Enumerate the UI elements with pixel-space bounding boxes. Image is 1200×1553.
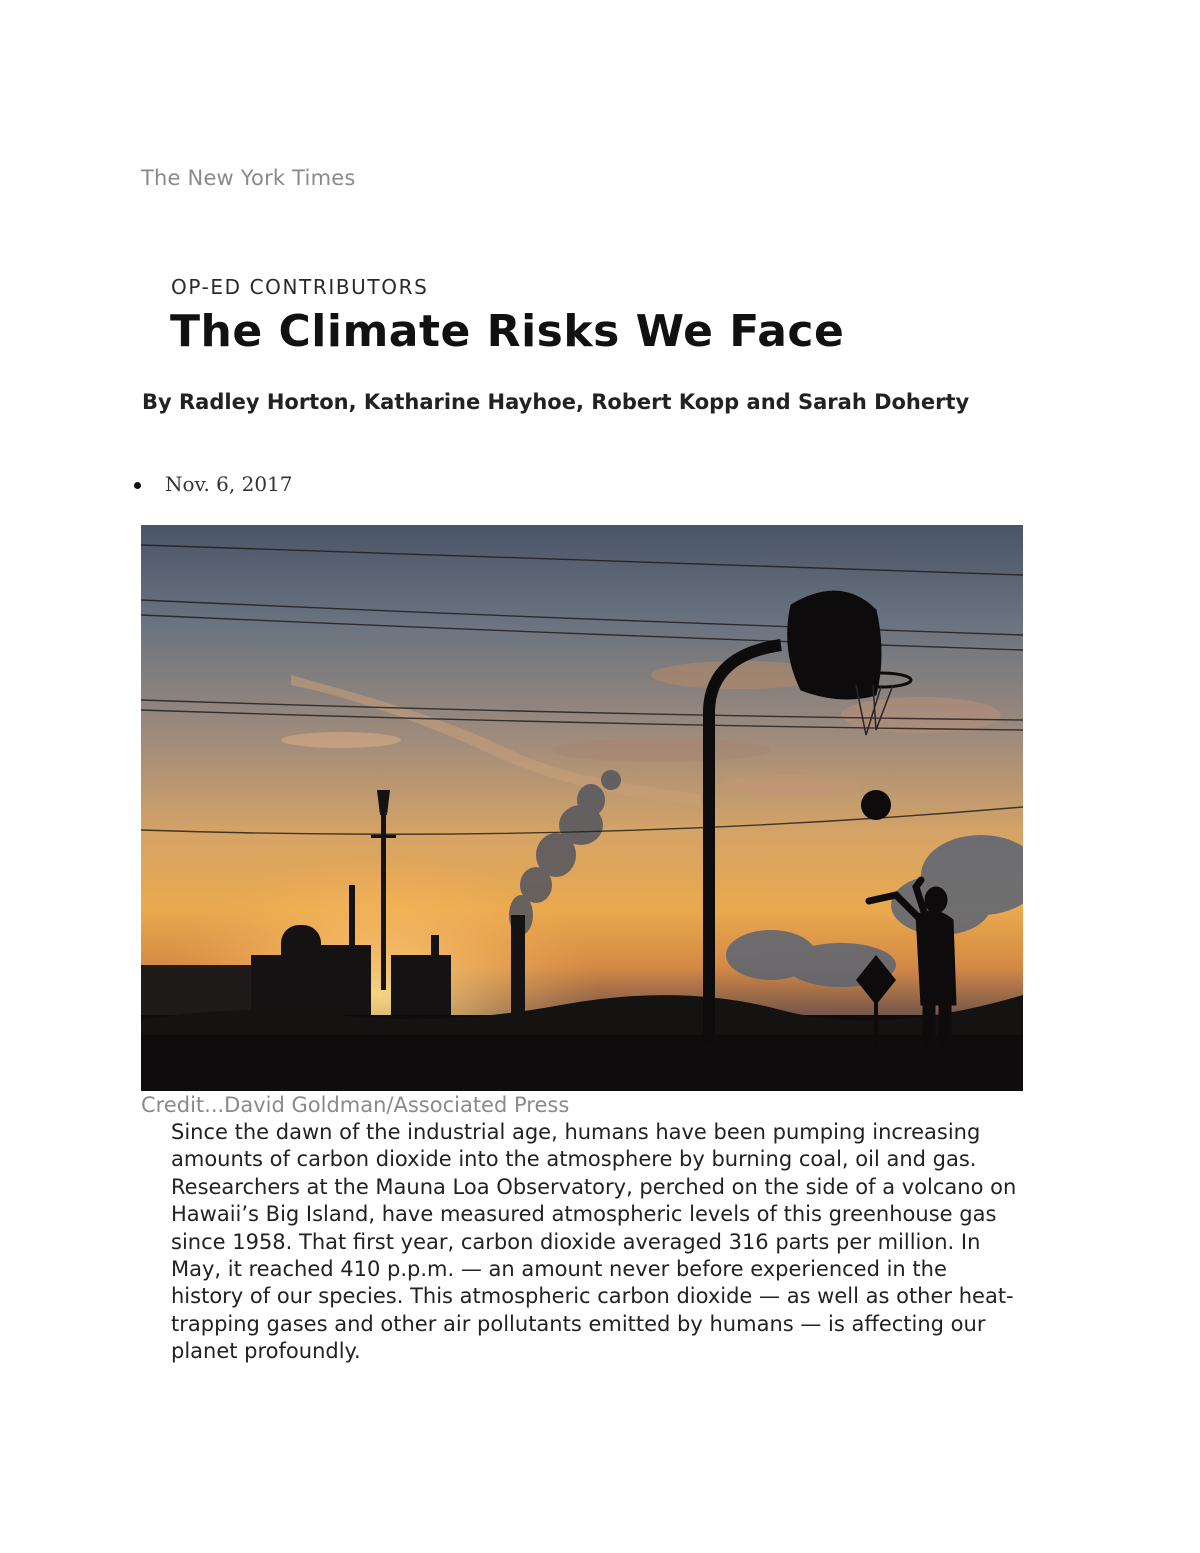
section-label: OP-ED CONTRIBUTORS [171, 275, 429, 299]
lead-photo [141, 525, 1023, 1091]
article-byline: By Radley Horton, Katharine Hayhoe, Robert Kopp and Sarah Doherty [142, 390, 970, 414]
publication-name: The New York Times [141, 166, 356, 190]
publish-date: Nov. 6, 2017 [165, 472, 293, 496]
basketball [861, 790, 891, 820]
article-paragraph: Since the dawn of the industrial age, humans have been pumping increasing amounts of carbon dioxide into the atmosphere by burning coal, oil and gas. Researchers at the Mauna Loa Observatory, perched on the side of a volcano on Hawaii’s Big Island, have measured atmospheric levels of this greenhouse gas since 1958. That first year, carbon dioxide averaged 316 parts per million. In May, it reached 410 p.p.m. — an amount never before experienced in the history of our species. This atmospheric carbon dioxide — as well as other heat-trapping gases and other air pollutants emitted by humans — is affecting our planet profoundly. [171, 1120, 1017, 1364]
article-headline: The Climate Risks We Face [170, 306, 845, 357]
dateline-item [134, 472, 293, 496]
photo-credit: Credit...David Goldman/Associated Press [141, 1093, 570, 1117]
bullet-icon [134, 482, 141, 489]
